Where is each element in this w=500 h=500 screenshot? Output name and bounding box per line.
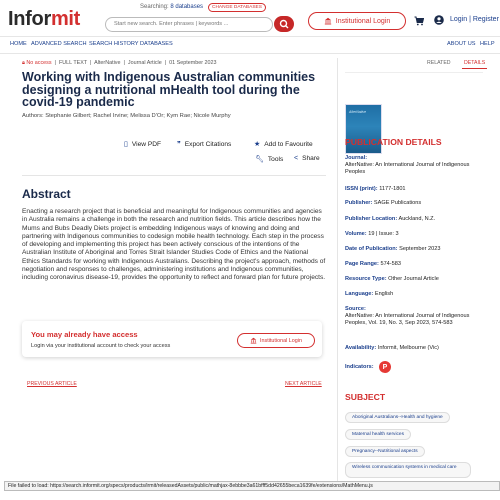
language-label: Language: [345, 291, 374, 297]
issn-value: 1177-1801 [379, 186, 406, 192]
page-range-label: Page Range: [345, 261, 379, 267]
abstract-text: Enacting a research project that is beneficial and meaningful for Indigenous communities and agencies in Australia remains a challenge in both the research and nutrition fields. This article describes how the Mums and Bubs Deadly Diets project is embedding Indigenous ways of knowing and doing and partnering with Indigenous communities to codesign mobile health technology. Each step in the process of developing and implementing this project has been actively conscious of the intentions of the Australian Institute of Aboriginal and Torres Strait Islander Studies Code of Ethics and the National Ethics Standards for working with Indigenous Australians. Describing the project's approach, methods of negotiation and responses to challenges, administering institutions and Indigenous communities, including coronavirus disease-19, provides the opportunity to reflect and forward plan for future projects. [22, 208, 326, 282]
search-icon [274, 16, 294, 32]
tools-label: Tools [267, 155, 284, 163]
issn-label: ISSN (print): [345, 186, 378, 192]
searching-count[interactable]: 8 databases [170, 4, 204, 10]
publisher-value: SAGE Publications [373, 200, 422, 206]
nav-home[interactable]: HOME [10, 41, 27, 47]
volume-value: 19 | Issue: 3 [368, 231, 399, 237]
view-pdf-label: View PDF [131, 140, 162, 148]
source-value: AlterNative: An International Journal of Indigenous Peoples, Vol. 19, No. 3, Sep 2023, 574-583 [345, 313, 470, 327]
detail-publication-date [345, 246, 483, 253]
journal-label: Journal: [345, 155, 368, 161]
publisher-label: Publisher: [345, 200, 373, 206]
user-account-icon[interactable] [434, 15, 444, 25]
tools-button[interactable] [255, 155, 283, 163]
previous-article-link[interactable]: PREVIOUS ARTICLE [27, 381, 77, 387]
share-label: Share [302, 155, 320, 162]
lock-icon: 🔒︎ [22, 60, 25, 66]
detail-resource-type [345, 276, 483, 283]
nav-search-history[interactable]: SEARCH HISTORY [89, 41, 139, 47]
detail-language [345, 291, 483, 298]
add-to-favourite-label: Add to Favourite [264, 140, 313, 148]
logo-main-text: Infor [8, 8, 51, 30]
detail-issn [345, 186, 483, 193]
article-date: 01 September 2023 [169, 60, 217, 66]
quote-icon: ❞ [177, 141, 181, 148]
tab-related[interactable]: RELATED [427, 60, 451, 66]
institutional-login-button[interactable] [308, 12, 406, 30]
detail-volume [345, 231, 483, 238]
peer-reviewed-indicator-icon[interactable]: P [379, 361, 391, 373]
detail-publisher-location [345, 216, 483, 223]
search-button[interactable] [274, 16, 294, 32]
publisher-location-value: Auckland, N.Z. [398, 216, 436, 222]
access-login-label: Institutional Login [260, 337, 302, 344]
page-range-value: 574-583 [380, 261, 401, 267]
resource-type-label: Resource Type: [345, 276, 387, 282]
divider [22, 175, 326, 176]
searching-databases [140, 4, 203, 10]
detail-availability [345, 345, 483, 352]
login-register-link[interactable]: Login | Register [450, 16, 499, 23]
resource-type-value: Other Journal Article [388, 276, 439, 282]
source-label: AlterNative [94, 60, 121, 66]
add-to-favourite-button[interactable] [254, 140, 313, 148]
sidebar-divider [345, 72, 483, 73]
fulltext-label: FULL TEXT [58, 60, 88, 66]
detail-page-range [345, 261, 483, 268]
article-type: Journal Article [127, 60, 162, 66]
volume-label: Volume: [345, 231, 367, 237]
language-value: English [374, 291, 394, 297]
institutional-login-label: Institutional Login [335, 17, 391, 25]
export-citations-label: Export Citations [184, 140, 232, 148]
detail-publisher [345, 200, 483, 207]
availability-label: Availability: [345, 345, 377, 351]
access-status: No access [26, 60, 52, 66]
searching-prefix: Searching: [140, 4, 169, 10]
access-text: Login via your institutional account to check your access [31, 343, 171, 349]
cover-title: AlterNative [349, 110, 367, 114]
indicators-label: Indicators: [345, 364, 374, 370]
detail-journal [345, 155, 483, 177]
detail-indicators [345, 364, 483, 371]
logo-accent-text: mit [50, 8, 81, 30]
publication-date-label: Date of Publication: [345, 246, 398, 252]
subject-heading: SUBJECT [345, 392, 386, 402]
next-article-link[interactable]: NEXT ARTICLE [285, 381, 322, 387]
wrench-icon: 🔧︎ [255, 156, 264, 163]
export-citations-button[interactable] [177, 140, 231, 148]
institution-icon [324, 17, 332, 25]
subject-tag[interactable]: Wireless communication systems in medical care [345, 462, 471, 478]
star-icon: ★ [254, 141, 261, 148]
article-meta: 🔒︎ No access | FULL TEXT | AlterNative | Journal Article | 01 September 2023 [22, 60, 217, 66]
abstract-heading: Abstract [22, 187, 71, 201]
publication-details-heading: PUBLICATION DETAILS [345, 137, 442, 147]
publication-date-value: September 2023 [399, 246, 441, 252]
column-divider [337, 58, 338, 488]
search-input[interactable]: Start new search. Enter phrases | keywords ... [105, 17, 273, 32]
detail-source [345, 306, 483, 328]
tab-details[interactable]: DETAILS [464, 60, 486, 66]
availability-value: Informit, Melbourne (Vic) [377, 345, 439, 351]
publisher-location-label: Publisher Location: [345, 216, 398, 222]
article-title: Working with Indigenous Australian communities designing a nutritional mHealth tool during the covid-19 pandemic [22, 70, 316, 109]
cart-icon[interactable] [414, 16, 424, 26]
source-label: Source: [345, 306, 366, 312]
active-tab-indicator [462, 68, 487, 69]
nav-help[interactable]: HELP [480, 41, 495, 47]
view-pdf-button[interactable] [124, 140, 161, 148]
share-icon: < [294, 155, 299, 162]
share-button[interactable] [294, 155, 320, 162]
nav-advanced-search[interactable]: ADVANCED SEARCH [31, 41, 87, 47]
subject-tag[interactable]: Maternal health services [345, 429, 411, 440]
article-authors: Authors: Stephanie Gilbert; Rachel Irvine; Melissa D'Or; Kym Rae; Nicole Murphy [22, 113, 231, 119]
pdf-icon: ▯ [124, 141, 128, 148]
journal-value: AlterNative: An International Journal of Indigenous Peoples [345, 162, 470, 176]
access-institutional-login-button[interactable] [237, 333, 315, 348]
informit-logo[interactable] [8, 8, 80, 31]
nav-databases[interactable]: DATABASES [140, 41, 173, 47]
institution-icon [250, 337, 257, 344]
subject-tag[interactable]: Pregnancy--Nutritional aspects [345, 446, 425, 457]
subject-tag[interactable]: Aboriginal Australians--Health and hygiene [345, 412, 450, 423]
browser-status-bar: File failed to load: https://search.informit.org/specs/products/irmit/releasedAssets/public/mathjax-8ebbbe3a61bfff5dd42655beca1639fe/extensions/MathMenu.js [4, 481, 500, 491]
change-databases-button[interactable]: CHANGE DATABASES [208, 3, 266, 12]
nav-about-us[interactable]: ABOUT US [447, 41, 476, 47]
access-heading: You may already have access [31, 330, 138, 339]
